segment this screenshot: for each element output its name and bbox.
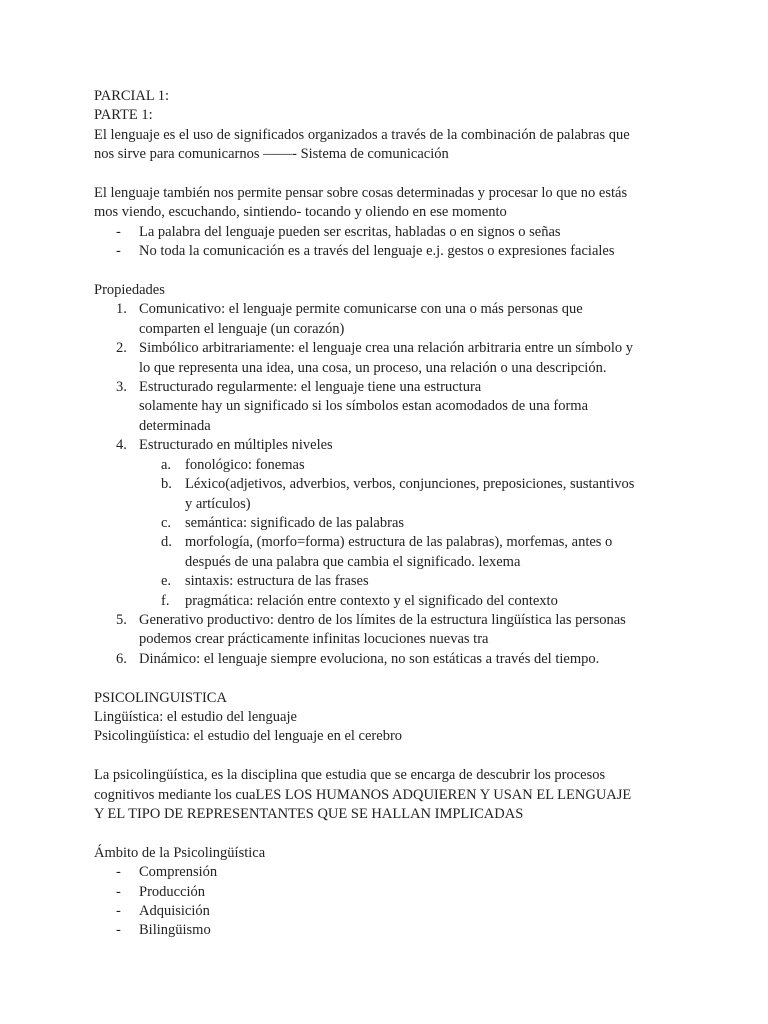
- numbered-item: [94, 300, 694, 319]
- paragraph-line: La psicolingüística, es la disciplina que estudia que se encarga de descubrir los procesos: [94, 767, 606, 784]
- bullet-item: [94, 883, 694, 902]
- bullet-text: Producción: [139, 883, 206, 900]
- item-continuation: y artículos): [185, 495, 251, 512]
- item-letter: c.: [161, 514, 172, 531]
- numbered-item: [94, 436, 694, 455]
- numbered-item: [94, 339, 694, 358]
- blank-line: [94, 262, 694, 281]
- item-text: morfología, (morfo=forma) estructura de las palabras), morfemas, antes o: [185, 534, 613, 551]
- numbered-item: [94, 611, 694, 630]
- bullet-item: [94, 902, 694, 921]
- item-letter: e.: [161, 573, 172, 590]
- lettered-item: [94, 456, 694, 475]
- paragraph-line: Y EL TIPO DE REPRESENTANTES QUE SE HALLAN IMPLICADAS: [94, 805, 524, 822]
- bullet-text: La palabra del lenguaje pueden ser escritas, habladas o en signos o señas: [139, 223, 561, 240]
- lettered-item: [94, 514, 694, 533]
- item-continuation: comparten el lenguaje (un corazón): [139, 320, 345, 337]
- document-body: [94, 87, 694, 941]
- item-number: 2.: [116, 340, 127, 357]
- item-number: 1.: [116, 301, 127, 318]
- item-text: semántica: significado de las palabras: [185, 514, 405, 531]
- bullet-item: [94, 863, 694, 882]
- item-continuation: determinada: [139, 417, 211, 434]
- item-text: Simbólico arbitrariamente: el lenguaje crea una relación arbitraria entre un símbolo y: [139, 340, 634, 357]
- lettered-item: [94, 475, 694, 494]
- item-number: 6.: [116, 650, 127, 667]
- item-continuation: lo que representa una idea, una cosa, un proceso, una relación o una descripción.: [139, 359, 607, 376]
- item-continuation: podemos crear prácticamente infinitas locuciones nuevas tra: [139, 631, 489, 648]
- item-number: 5.: [116, 611, 127, 628]
- paragraph-line: mos viendo, escuchando, sintiendo- tocando y oliendo en ese momento: [94, 204, 507, 221]
- blank-line: [94, 165, 694, 184]
- bullet-dash: -: [116, 902, 121, 919]
- item-text: sintaxis: estructura de las frases: [185, 573, 369, 590]
- intro-line: El lenguaje es el uso de significados organizados a través de la combinación de palabras que: [94, 126, 630, 143]
- lettered-item: [94, 533, 694, 552]
- item-text: Comunicativo: el lenguaje permite comunicarse con una o más personas que: [139, 301, 583, 318]
- bullet-dash: -: [116, 864, 121, 881]
- intro-line: nos sirve para comunicarnos ——- Sistema de comunicación: [94, 146, 449, 163]
- section-title: Ámbito de la Psicolingüística: [94, 844, 266, 861]
- item-continuation: solamente hay un significado si los símbolos estan acomodados de una forma: [139, 398, 589, 415]
- item-text: fonológico: fonemas: [185, 456, 305, 473]
- bullet-item: [94, 921, 694, 940]
- numbered-item: [94, 378, 694, 397]
- item-text: Dinámico: el lenguaje siempre evoluciona, no son estáticas a través del tiempo.: [139, 650, 600, 667]
- bullet-item: [94, 223, 694, 242]
- definition-line: Psicolingüística: el estudio del lenguaje en el cerebro: [94, 728, 403, 745]
- item-text: Generativo productivo: dentro de los límites de la estructura lingüística las personas: [139, 611, 626, 628]
- item-text: Estructurado en múltiples niveles: [139, 437, 333, 454]
- lettered-item: [94, 572, 694, 591]
- bullet-dash: -: [116, 223, 121, 240]
- paragraph-line: El lenguaje también nos permite pensar sobre cosas determinadas y procesar lo que no estás: [94, 185, 628, 202]
- bullet-text: Comprensión: [139, 864, 218, 881]
- bullet-text: Adquisición: [139, 902, 210, 919]
- part-heading: PARTE 1:: [94, 107, 153, 124]
- bullet-dash: -: [116, 883, 121, 900]
- section-title: Propiedades: [94, 282, 165, 299]
- item-text: Léxico(adjetivos, adverbios, verbos, conjunciones, preposiciones, sustantivos: [185, 476, 635, 493]
- item-letter: b.: [161, 476, 172, 493]
- blank-line: [94, 747, 694, 766]
- blank-line: [94, 824, 694, 843]
- item-text: pragmática: relación entre contexto y el significado del contexto: [185, 592, 558, 609]
- bullet-item: [94, 242, 694, 261]
- bullet-text: Bilingüismo: [139, 922, 211, 939]
- paragraph-line: cognitivos mediante los cuaLES LOS HUMANOS ADQUIEREN Y USAN EL LENGUAJE: [94, 786, 632, 803]
- document-heading: PARCIAL 1:: [94, 88, 170, 104]
- item-letter: a.: [161, 456, 172, 473]
- bullet-text: No toda la comunicación es a través del lenguaje e.j. gestos o expresiones faciales: [139, 243, 615, 260]
- section-title: PSICOLINGUISTICA: [94, 689, 227, 706]
- numbered-item: [94, 650, 694, 669]
- blank-line: [94, 669, 694, 688]
- item-letter: d.: [161, 534, 172, 551]
- item-letter: f.: [161, 592, 170, 609]
- lettered-item: [94, 592, 694, 611]
- definition-line: Lingüística: el estudio del lenguaje: [94, 708, 297, 725]
- bullet-dash: -: [116, 922, 121, 939]
- item-text: Estructurado regularmente: el lenguaje tiene una estructura: [139, 379, 482, 396]
- item-continuation: después de una palabra que cambia el significado. lexema: [185, 553, 521, 570]
- item-number: 3.: [116, 379, 127, 396]
- bullet-dash: -: [116, 243, 121, 260]
- item-number: 4.: [116, 437, 127, 454]
